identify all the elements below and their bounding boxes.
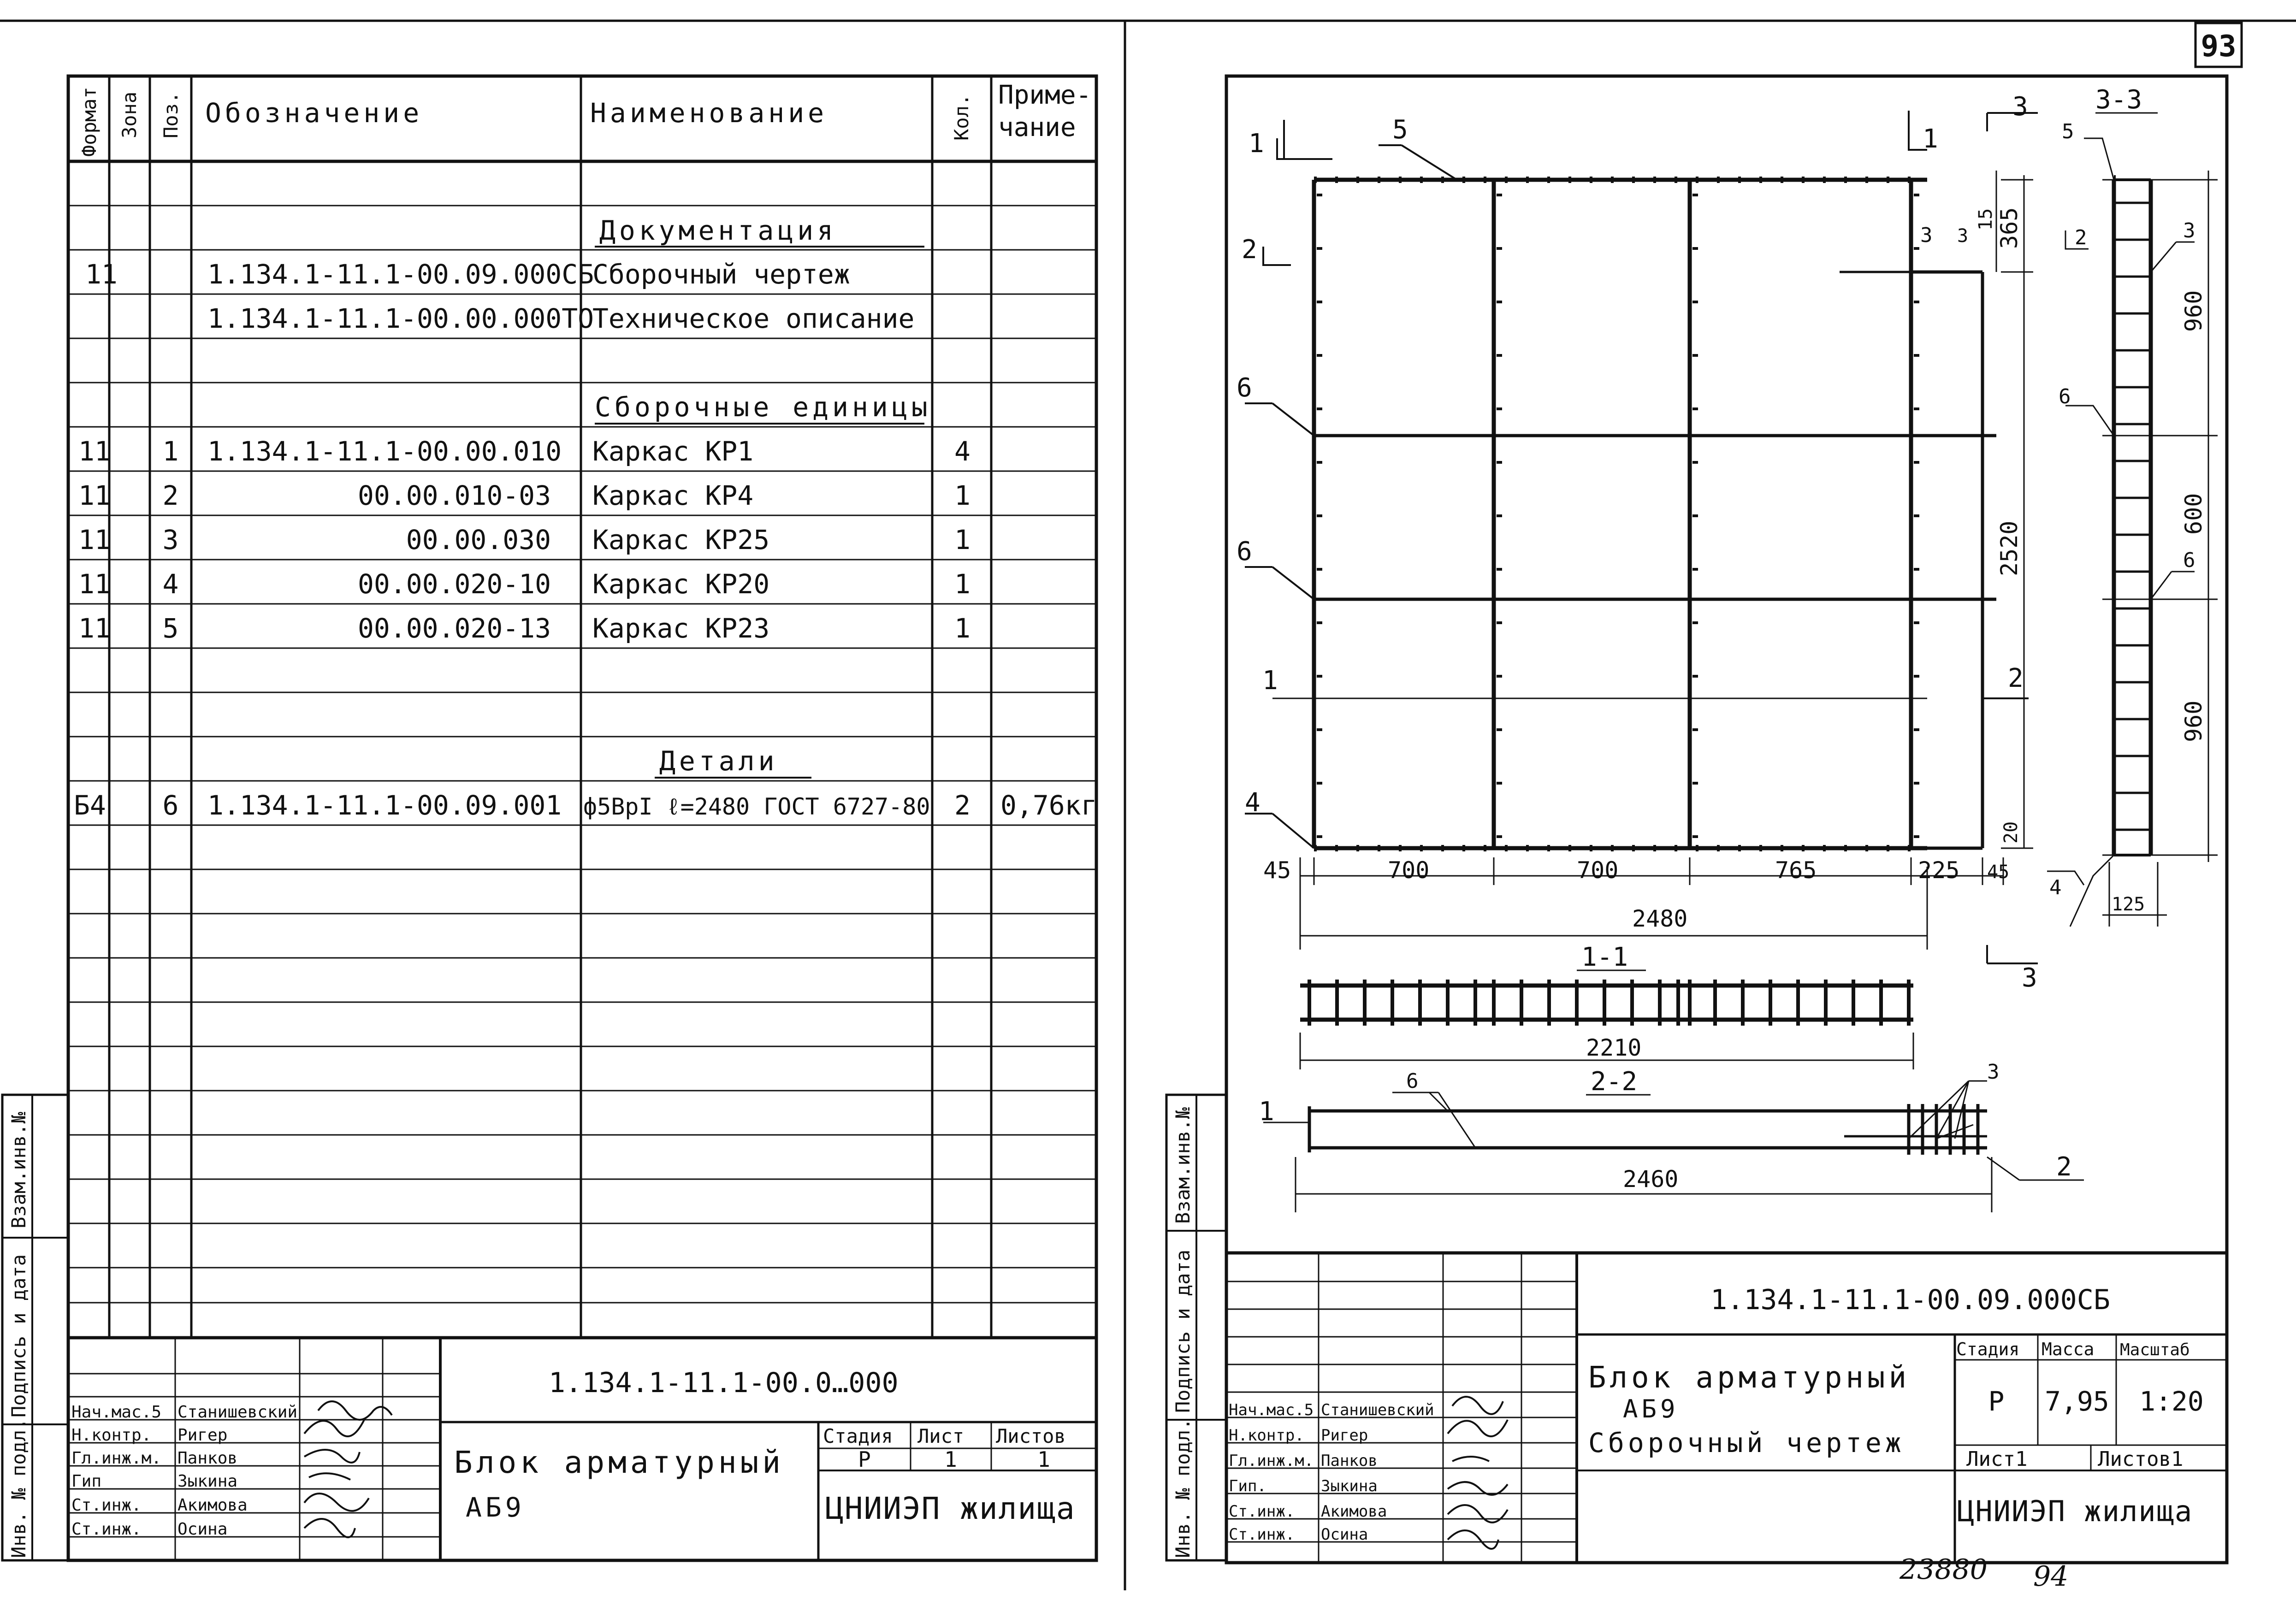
dim-top-15: 15: [1975, 208, 1996, 230]
tb-left-sheets-label: Листов: [996, 1425, 1066, 1447]
table-row: [659, 745, 778, 777]
tb-right-person: Панков: [1321, 1452, 1378, 1470]
cell-name: ф5ВрI ℓ=2480 ГОСТ 6727-80: [583, 793, 930, 820]
tb-left-sheet: 1: [944, 1447, 957, 1472]
tb-left-name-2: АБ9: [466, 1492, 525, 1523]
table-row: [78, 568, 970, 600]
cell-name: Каркас КР4: [592, 480, 754, 511]
cell-format: 11: [78, 524, 111, 555]
tb-right-mass: 7,95: [2045, 1386, 2109, 1417]
table-row: [78, 436, 970, 467]
cell-designation: 00.00.010-03: [357, 480, 551, 511]
callout-4: 4: [1245, 788, 1260, 818]
tb-right-code: 1.134.1-11.1-00.09.000СБ: [1710, 1284, 2110, 1316]
side-stamp-right: [1166, 1095, 1226, 1560]
callout-5-s33: 5: [2062, 120, 2074, 143]
tb-left-stage-label: Стадия: [823, 1425, 893, 1447]
cell-format: Б4: [74, 790, 106, 821]
tb-right-sheet: Лист1: [1966, 1447, 2028, 1471]
dim-33-bottom: 125: [2112, 894, 2145, 915]
cell-note: 0,76кг: [1000, 790, 1097, 821]
signature-scribbles-left: [304, 1401, 392, 1537]
callout-6-b: 6: [1237, 537, 1252, 567]
callout-6-s22: 6: [1406, 1069, 1419, 1093]
cut-2-left: 2: [1242, 235, 1257, 265]
plan-view: [1272, 180, 1996, 848]
cell-format: 11: [78, 480, 111, 511]
cell-qty: 1: [954, 524, 970, 555]
header-note-2: чание: [998, 112, 1076, 142]
cell-name: Каркас КР1: [592, 436, 754, 467]
spec-section-title: Детали: [659, 745, 778, 777]
dim-bottom: 700: [1577, 857, 1619, 884]
cell-format: 11: [85, 259, 118, 290]
tb-right-stage-label: Стадия: [1956, 1339, 2020, 1359]
tb-left-role: Ст.инж.: [71, 1520, 142, 1539]
side-inv-repl: Взам.инв.№: [7, 1112, 30, 1228]
callout-4-s33: 4: [2049, 876, 2062, 899]
tb-right-name-2: АБ9: [1623, 1394, 1679, 1423]
cell-designation: 1.134.1-11.1-00.09.000СБ: [207, 259, 594, 290]
tb-right-role: Нач.мас.5: [1229, 1401, 1314, 1419]
tb-left-person: Осина: [178, 1520, 228, 1539]
tb-right-stage: Р: [1988, 1386, 2005, 1417]
dim-33: 600: [2180, 493, 2207, 535]
side-r-inv-orig: Инв. № подл.: [1172, 1418, 1194, 1558]
cut-3-top: 3: [2012, 92, 2028, 122]
side-stamp-left: [2, 1095, 68, 1560]
tb-left-sheets: 1: [1037, 1447, 1050, 1472]
tb-right-person: Станишевский: [1321, 1401, 1434, 1419]
dim-33: 960: [2180, 700, 2207, 742]
tb-right-scale: 1:20: [2139, 1386, 2204, 1417]
cell-pos: 5: [162, 613, 179, 644]
callout-1: 1: [1262, 666, 1278, 696]
dim-right-20: 20: [2000, 821, 2022, 844]
section-3-3-title: 3-3: [2095, 85, 2142, 115]
tb-left-person: Акимова: [178, 1496, 248, 1515]
section-2-2: [1263, 1081, 2084, 1212]
section-2-2-title: 2-2: [1591, 1067, 1638, 1097]
callout-6-s33b: 6: [2183, 549, 2195, 572]
cell-format: 11: [78, 613, 111, 644]
callout-5: 5: [1392, 115, 1408, 145]
callout-1-s22: 1: [1259, 1097, 1274, 1127]
cell-qty: 1: [954, 480, 970, 511]
side-r-inv-repl: Взам.инв.№: [1172, 1107, 1194, 1224]
cell-qty: 1: [954, 613, 970, 644]
header-format: Формат: [78, 87, 101, 157]
tb-right-person: Акимова: [1321, 1502, 1387, 1521]
cell-qty: 4: [954, 436, 970, 467]
cell-designation: 1.134.1-11.1-00.00.000ТО: [207, 303, 594, 334]
tb-right-role: Гип.: [1229, 1477, 1266, 1495]
plan-labels: [1237, 92, 2037, 993]
spec-section-title: Документация: [599, 215, 837, 246]
tb-right-scale-label: Масштаб: [2120, 1340, 2190, 1359]
dim-33: 960: [2180, 290, 2207, 332]
cell-pos: 2: [162, 480, 179, 511]
title-block-left-text: [71, 1367, 1076, 1539]
tb-right-person: Зыкина: [1321, 1477, 1378, 1495]
tb-right-role: Ст.инж.: [1229, 1502, 1295, 1521]
dim-right-365: 365: [1996, 207, 2023, 249]
footer-page: 94: [2033, 1560, 2069, 1593]
table-row: [74, 790, 1097, 821]
callout-3: 3: [1920, 224, 1933, 247]
tb-left-role: Нач.мас.5: [71, 1403, 162, 1422]
tb-left-sheet-label: Лист: [917, 1425, 965, 1447]
table-row: [78, 613, 970, 644]
callout-3-s22: 3: [1987, 1060, 2000, 1084]
cut-2-s33: 2: [2075, 226, 2087, 249]
tb-left-role: Гл.инж.м.: [71, 1449, 162, 1468]
dim-bottom: 700: [1388, 857, 1430, 884]
tb-right-role: Н.контр.: [1229, 1426, 1304, 1445]
dim-bottom: 765: [1775, 857, 1817, 884]
cell-format: 11: [78, 436, 111, 467]
side-inv-orig: Инв. № подл.: [7, 1418, 30, 1558]
plan-dimensions: [1300, 171, 2033, 950]
cell-name: Каркас КР23: [592, 613, 770, 644]
dim-2-2: 2460: [1623, 1166, 1679, 1193]
dim-bottom: 225: [1918, 857, 1960, 884]
cut-3-bottom: 3: [2022, 963, 2037, 993]
cell-qty: 1: [954, 568, 970, 600]
footer-inventory: 23880: [1900, 1553, 1988, 1586]
tb-left-name-1: Блок арматурный: [454, 1445, 785, 1480]
tb-left-person: Ригер: [178, 1426, 228, 1445]
cell-designation: 00.00.030: [406, 524, 551, 555]
callout-2: 2: [2008, 663, 2024, 693]
dim-1-1: 2210: [1586, 1034, 1642, 1061]
header-note-1: Приме-: [998, 80, 1092, 110]
callout-2-s22: 2: [2056, 1152, 2072, 1182]
tb-right-name-1: Блок арматурный: [1588, 1361, 1910, 1395]
header-name: Наименование: [590, 97, 828, 129]
signature-scribbles-right: [1448, 1397, 1508, 1549]
cell-name: Каркас КР20: [592, 568, 770, 600]
header-designation: Обозначение: [205, 97, 423, 129]
dim-top-3: 3: [1957, 225, 1969, 247]
header-qty: Кол.: [950, 94, 973, 141]
tb-right-sheets: Листов1: [2098, 1447, 2184, 1471]
tb-left-role: Гип: [71, 1472, 102, 1491]
dim-total: 2480: [1632, 905, 1688, 932]
cell-qty: 2: [954, 790, 970, 821]
tb-right-person: Ригер: [1321, 1426, 1368, 1445]
tb-left-person: Станишевский: [178, 1403, 298, 1422]
cut-1-left: 1: [1249, 129, 1264, 159]
tb-left-person: Панков: [178, 1449, 238, 1468]
table-row: [595, 391, 931, 423]
page-number: 93: [2201, 30, 2237, 64]
tb-left-stage: Р: [858, 1447, 871, 1472]
table-row: [78, 480, 970, 511]
callout-3-s33: 3: [2183, 219, 2195, 242]
spec-section-title: Сборочные единицы: [595, 391, 931, 423]
tb-left-role: Ст.инж.: [71, 1496, 142, 1515]
tb-right-person: Осина: [1321, 1525, 1368, 1544]
tb-left-role: Н.контр.: [71, 1426, 152, 1445]
header-zone: Зона: [118, 91, 141, 138]
table-row: [207, 303, 914, 334]
tb-right-role: Ст.инж.: [1229, 1525, 1295, 1544]
tb-right-name-3: Сборочный чертеж: [1588, 1427, 1905, 1458]
cell-pos: 1: [162, 436, 179, 467]
table-row: [599, 215, 837, 246]
side-sign-date: Подпись и дата: [7, 1254, 30, 1417]
section-1-1-title: 1-1: [1581, 942, 1628, 972]
cell-designation: 1.134.1-11.1-00.09.001: [207, 790, 562, 821]
dim-bottom: 45: [1263, 857, 1291, 884]
table-row: [78, 524, 970, 555]
cell-pos: 6: [162, 790, 179, 821]
cell-name: Сборочный чертеж: [592, 259, 850, 290]
cell-format: 11: [78, 568, 111, 600]
side-r-sign-date: Подпись и дата: [1172, 1249, 1194, 1413]
spec-header: [78, 80, 1091, 157]
tb-left-person: Зыкина: [178, 1472, 238, 1491]
section-3-3-labels: [2049, 85, 2207, 915]
cell-designation: 00.00.020-13: [357, 613, 551, 644]
header-pos: Поз.: [160, 91, 182, 138]
cell-name: Техническое описание: [592, 303, 915, 334]
dim-right-2520: 2520: [1996, 520, 2023, 576]
tb-right-role: Гл.инж.м.: [1229, 1452, 1314, 1470]
cut-1-right: 1: [1923, 124, 1938, 154]
spec-rows: [74, 215, 1097, 821]
cell-designation: 1.134.1-11.1-00.00.010: [207, 436, 562, 467]
tb-right-org: ЦНИИЭП жилища: [1957, 1494, 2193, 1528]
callout-6-a: 6: [1237, 373, 1252, 403]
table-row: [85, 259, 850, 290]
cell-name: Каркас КР25: [592, 524, 770, 555]
cell-designation: 00.00.020-10: [357, 568, 551, 600]
plan-dimension-labels: [1263, 207, 2023, 932]
cell-pos: 3: [162, 524, 179, 555]
tb-left-org: ЦНИИЭП жилища: [825, 1491, 1076, 1526]
tb-left-code: 1.134.1-11.1-00.0…000: [549, 1367, 899, 1399]
title-block-right-text: [1229, 1284, 2204, 1544]
dim-bottom: 45: [1987, 862, 2010, 883]
callout-6-s33: 6: [2059, 385, 2071, 408]
cell-pos: 4: [162, 568, 179, 600]
tb-right-mass-label: Масса: [2042, 1339, 2095, 1359]
